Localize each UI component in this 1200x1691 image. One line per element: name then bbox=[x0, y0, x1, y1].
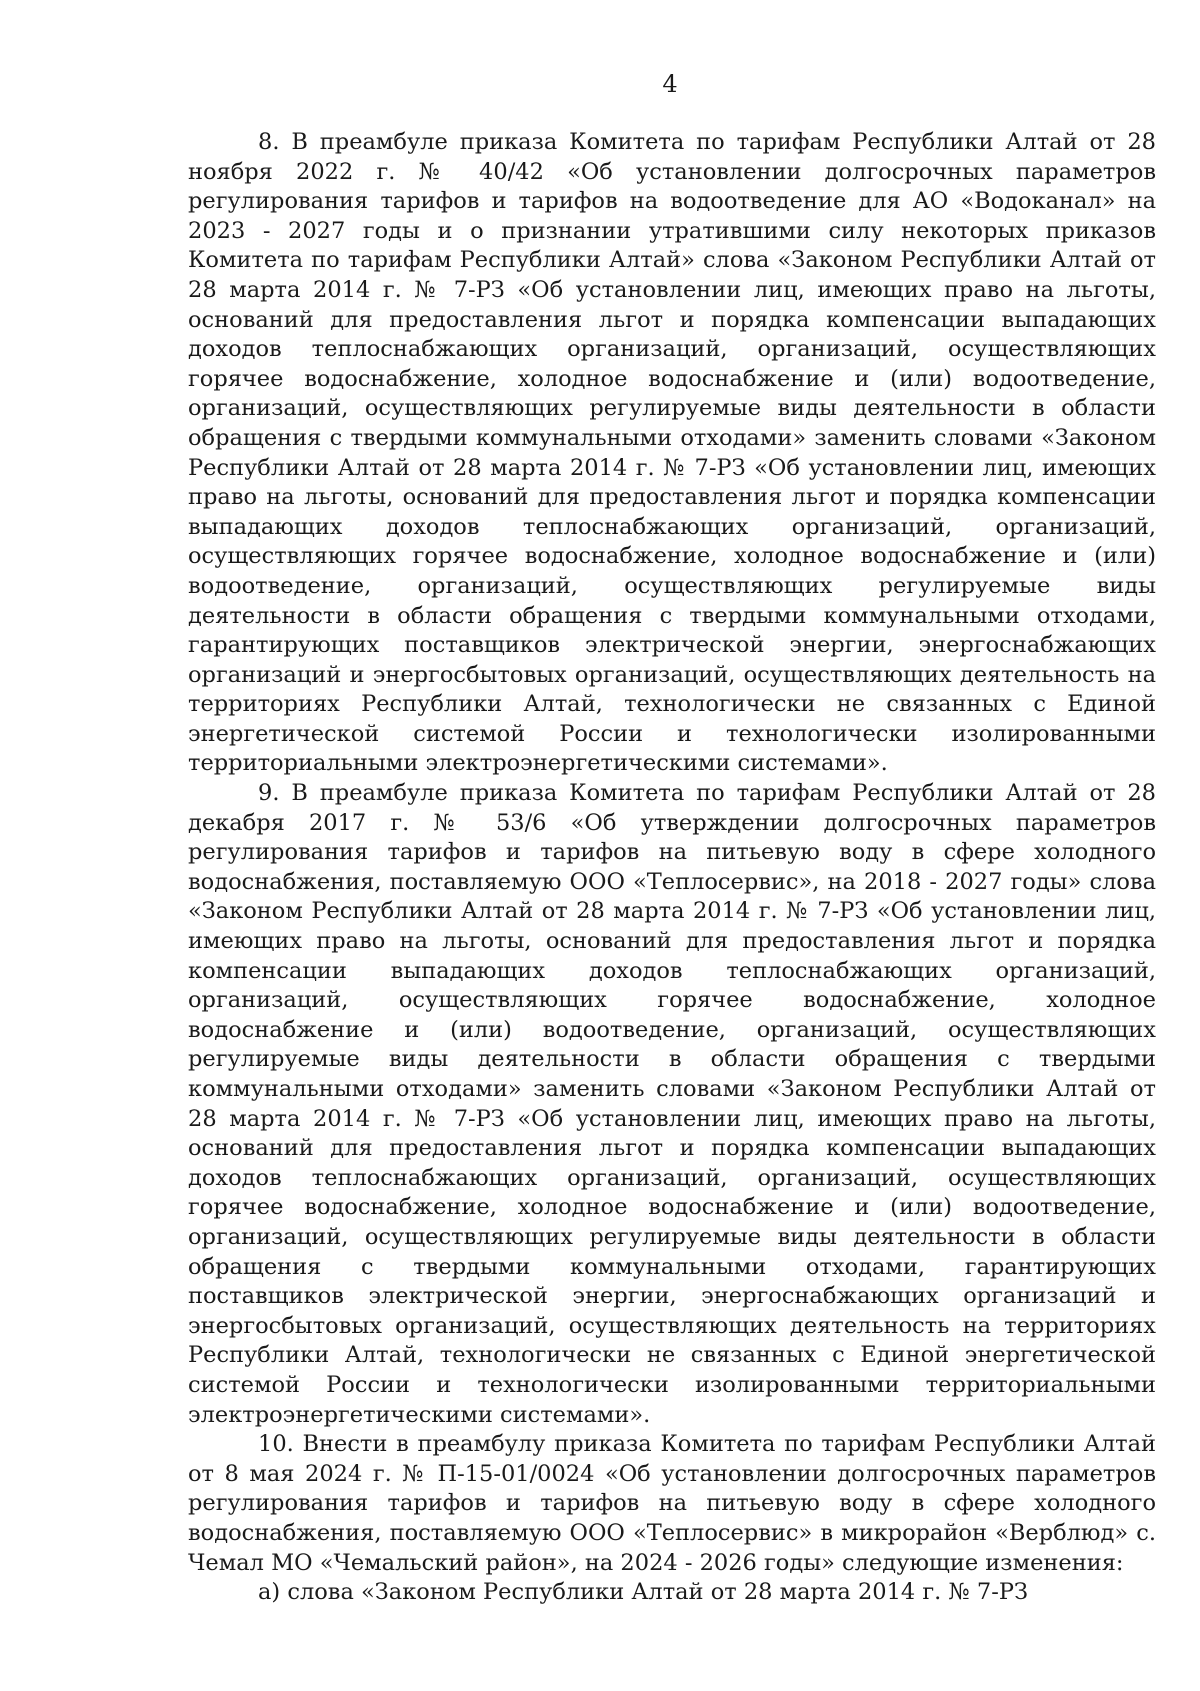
paragraph-item-9: 9. В преамбуле приказа Комитета по тарифам Республики Алтай от 28 декабря 2017 г. № 53/6 «Об утверждении долгосрочных параметров регулирования тарифов и тарифов на питьевую воду в сфере холодного водоснабжения, поставляемую ООО «Теплосервис», на 2018 - 2027 годы» слова «Законом Республики Алтай от 28 марта 2014 г. № 7-РЗ «Об установлении лиц, имеющих право на льготы, оснований для предоставления льгот и порядка компенсации выпадающих доходов теплоснабжающих организаций, организаций, осуществляющих горячее водоснабжение, холодное водоснабжение и (или) водоотведение, организаций, осуществляющих регулируемые виды деятельности в области обращения с твердыми коммунальными отходами» заменить словами «Законом Республики Алтай от 28 марта 2014 г. № 7-РЗ «Об установлении лиц, имеющих право на льготы, оснований для предоставления льгот и порядка компенсации выпадающих доходов теплоснабжающих организаций, организаций, осуществляющих горячее водоснабжение, холодное водоснабжение и (или) водоотведение, организаций, осуществляющих регулируемые виды деятельности в области обращения с твердыми коммунальными отходами, гарантирующих поставщиков электрической энергии, энергоснабжающих организаций и энергосбытовых организаций, осуществляющих деятельность на территориях Республики Алтай, технологически не связанных с Единой энергетической системой России и технологически изолированными территориальными электроэнергетическими системами». bbox=[188, 780, 1156, 1428]
page-number: 4 bbox=[662, 70, 678, 98]
paragraph-item-10: 10. Внести в преамбулу приказа Комитета по тарифам Республики Алтай от 8 мая 2024 г. № П-15-01/0024 «Об установлении долгосрочных параметров регулирования тарифов и тарифов на питьевую воду в сфере холодного водоснабжения, поставляемую ООО «Теплосервис» в микрорайон «Верблюд» с. Чемал МО «Чемальский район», на 2024 - 2026 годы» следующие изменения: bbox=[188, 1431, 1156, 1576]
subparagraph-a: а) слова «Законом Республики Алтай от 28 марта 2014 г. № 7-РЗ bbox=[258, 1579, 1028, 1606]
document-body bbox=[188, 128, 1156, 1608]
paragraph-item-8: 8. В преамбуле приказа Комитета по тарифам Республики Алтай от 28 ноября 2022 г. № 40/42 «Об установлении долгосрочных параметров регулирования тарифов и тарифов на водоотведение для АО «Водоканал» на 2023 - 2027 годы и о признании утратившими силу некоторых приказов Комитета по тарифам Республики Алтай» слова «Законом Республики Алтай от 28 марта 2014 г. № 7-РЗ «Об установлении лиц, имеющих право на льготы, оснований для предоставления льгот и порядка компенсации выпадающих доходов теплоснабжающих организаций, организаций, осуществляющих горячее водоснабжение, холодное водоснабжение и (или) водоотведение, организаций, осуществляющих регулируемые виды деятельности в области обращения с твердыми коммунальными отходами» заменить словами «Законом Республики Алтай от 28 марта 2014 г. № 7-РЗ «Об установлении лиц, имеющих право на льготы, оснований для предоставления льгот и порядка компенсации выпадающих доходов теплоснабжающих организаций, организаций, осуществляющих горячее водоснабжение, холодное водоснабжение и (или) водоотведение, организаций, осуществляющих регулируемые виды деятельности в области обращения с твердыми коммунальными отходами, гарантирующих поставщиков электрической энергии, энергоснабжающих организаций и энергосбытовых организаций, осуществляющих деятельность на территориях Республики Алтай, технологически не связанных с Единой энергетической системой России и технологически изолированными территориальными электроэнергетическими системами». bbox=[188, 129, 1156, 777]
